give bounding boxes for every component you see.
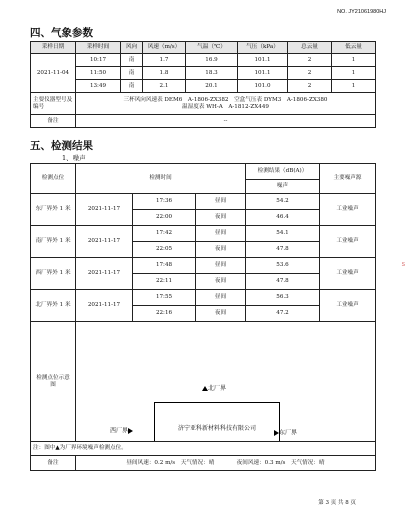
diagram-note: 注：图中▲为厂界环境噪声检测点位。 xyxy=(31,442,376,456)
noise-source: 工业噪声 xyxy=(320,290,376,322)
section5-subtitle: 1、噪声 xyxy=(62,154,86,162)
factory-outline xyxy=(154,402,280,442)
west-boundary-point: 西厂界 xyxy=(110,428,133,435)
date-cell: 2021-11-17 xyxy=(76,194,133,226)
section5-title: 五、检测结果 xyxy=(30,140,93,152)
table-cell: 南 xyxy=(121,67,143,80)
period-cell: 夜间 xyxy=(196,242,246,258)
noise-value: 53.6 xyxy=(246,258,320,274)
noise-value: 46.4 xyxy=(246,210,320,226)
table-cell: 10:17 xyxy=(76,54,121,67)
point-east: 东厂界外 1 米 xyxy=(31,194,76,226)
remark-label: 备注 xyxy=(31,115,76,128)
point-south: 南厂界外 1 米 xyxy=(31,226,76,258)
header-cell: 采样时间 xyxy=(76,42,121,54)
time-cell: 22:16 xyxy=(133,306,196,322)
table-cell: 1 xyxy=(332,54,376,67)
table-cell: 2.1 xyxy=(143,80,186,93)
header-cell: 采样日期 xyxy=(31,42,76,54)
table-cell: 1 xyxy=(332,80,376,93)
table-cell: 16.9 xyxy=(186,54,238,67)
sampling-date: 2021-11-04 xyxy=(31,54,76,93)
noise-value: 56.3 xyxy=(246,290,320,306)
table-cell: 18.3 xyxy=(186,67,238,80)
company-name: 济宁亚科新材料科技有限公司 xyxy=(177,424,256,432)
header-cell: 气压（kPa） xyxy=(238,42,288,54)
noise-source: 工业噪声 xyxy=(320,226,376,258)
period-cell: 昼间 xyxy=(196,194,246,210)
date-cell: 2021-11-17 xyxy=(76,290,133,322)
remark-label: 备注 xyxy=(31,456,76,471)
table-cell: 11:50 xyxy=(76,67,121,80)
noise-source: 工业噪声 xyxy=(320,258,376,290)
noise-value: 54.2 xyxy=(246,194,320,210)
point-north: 北厂界外 1 米 xyxy=(31,290,76,322)
period-cell: 昼间 xyxy=(196,226,246,242)
time-cell: 22:00 xyxy=(133,210,196,226)
north-boundary-point: 北厂界 xyxy=(202,386,226,393)
triangle-marker-icon xyxy=(128,428,133,434)
noise-value: 47.2 xyxy=(246,306,320,322)
time-cell: 17:42 xyxy=(133,226,196,242)
period-cell: 夜间 xyxy=(196,210,246,226)
date-cell: 2021-11-17 xyxy=(76,258,133,290)
table-cell: 101.1 xyxy=(238,54,288,67)
table-cell: 南 xyxy=(121,54,143,67)
diagram-label: 检测点位示意图 xyxy=(31,322,76,442)
instrument-line-2: 温湿度表 WH-A A-1812-ZX449 xyxy=(182,103,269,110)
instrument-line-1: 三杯风向风速表 DEM6 A-1806-ZX382 空盒气压表 DYM3 A-1806-ZX380 xyxy=(123,97,328,104)
remark-value: 昼间风速：0.2 m/s 天气情况：晴 夜间风速：0.3 m/s 天气情况：晴 xyxy=(76,456,376,471)
table-cell: 20.1 xyxy=(186,80,238,93)
table-cell: 2 xyxy=(288,54,332,67)
table-cell: 101.1 xyxy=(238,67,288,80)
noise-value: 54.1 xyxy=(246,226,320,242)
date-cell: 2021-11-17 xyxy=(76,226,133,258)
period-cell: 夜间 xyxy=(196,274,246,290)
header-cell: 风向 xyxy=(121,42,143,54)
time-cell: 17:48 xyxy=(133,258,196,274)
header-cell: 总云量 xyxy=(288,42,332,54)
noise-value: 47.8 xyxy=(246,242,320,258)
col-noise-header: 噪声 xyxy=(246,180,320,194)
noise-value: 47.8 xyxy=(246,274,320,290)
period-cell: 昼间 xyxy=(196,258,246,274)
header-cell: 气温（℃） xyxy=(186,42,238,54)
time-cell: 22:11 xyxy=(133,274,196,290)
time-cell: 17:55 xyxy=(133,290,196,306)
point-west: 西厂界外 1 米 xyxy=(31,258,76,290)
table-cell: 2 xyxy=(288,67,332,80)
margin-mark: S xyxy=(401,262,405,268)
header-cell: 风速（m/s） xyxy=(143,42,186,54)
remark-value: -- xyxy=(76,115,376,128)
col-result-header: 检测结果（dB(A)） xyxy=(246,164,320,180)
noise-source: 工业噪声 xyxy=(320,194,376,226)
east-boundary-point: 东厂界 xyxy=(274,430,297,437)
period-cell: 夜间 xyxy=(196,306,246,322)
section4-title: 四、气象参数 xyxy=(30,27,93,39)
header-cell: 低云量 xyxy=(332,42,376,54)
document-number: NO. JY21061980HJ xyxy=(337,9,386,15)
col-source-header: 主要噪声源 xyxy=(320,164,376,194)
time-cell: 22:05 xyxy=(133,242,196,258)
table-cell: 2 xyxy=(288,80,332,93)
period-cell: 昼间 xyxy=(196,290,246,306)
time-cell: 17:36 xyxy=(133,194,196,210)
table-cell: 1 xyxy=(332,67,376,80)
table-cell: 101.0 xyxy=(238,80,288,93)
table-cell: 南 xyxy=(121,80,143,93)
page-footer: 第 3 页 共 8 页 xyxy=(318,500,356,506)
table-cell: 1.8 xyxy=(143,67,186,80)
weather-table xyxy=(30,41,376,128)
noise-table xyxy=(30,163,376,471)
table-cell: 13:49 xyxy=(76,80,121,93)
instrument-label: 主要仪器型号及编号 xyxy=(31,93,76,115)
table-cell: 1.7 xyxy=(143,54,186,67)
col-time-header: 检测时间 xyxy=(76,164,246,194)
col-point-header: 检测点位 xyxy=(31,164,76,194)
